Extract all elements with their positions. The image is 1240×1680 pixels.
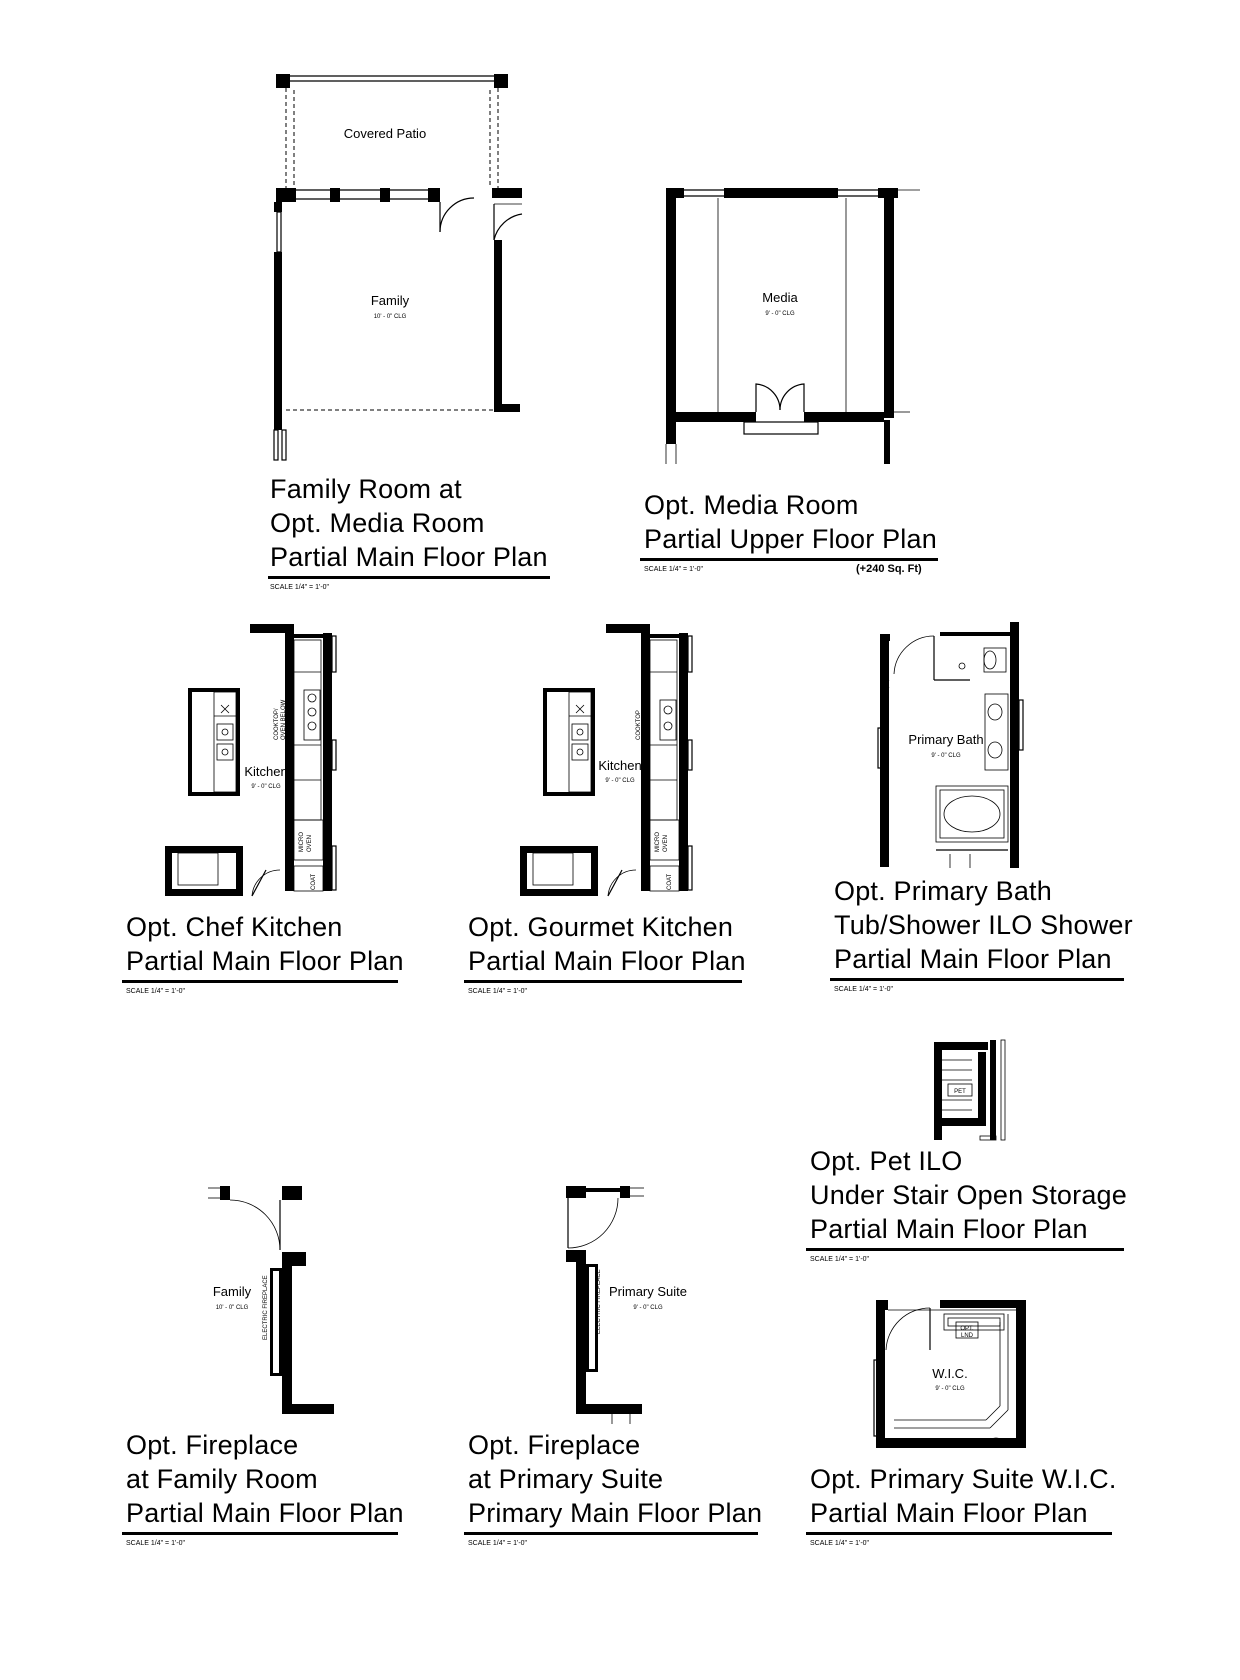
fireplace-label: ELECTRIC FIREPLACE <box>596 1269 602 1334</box>
caption-underline <box>806 1248 1124 1251</box>
caption-line: Opt. Media Room <box>644 490 859 520</box>
appliance-label: OVEN <box>307 834 313 852</box>
caption-line: Tub/Shower ILO Shower <box>834 910 1133 940</box>
scale-note: SCALE 1/4" = 1'-0" <box>468 1540 528 1547</box>
plan-gourmet-kitchen <box>520 624 692 896</box>
opt-label: LND <box>960 1333 974 1339</box>
patio-post <box>276 74 290 88</box>
caption-line: Partial Upper Floor Plan <box>644 524 937 554</box>
appliance-label: COOKTOP/ <box>274 708 280 740</box>
caption-line: Partial Main Floor Plan <box>810 1214 1088 1244</box>
caption-line: Opt. Fireplace <box>126 1430 299 1460</box>
plan-caption <box>126 910 404 978</box>
room-ceiling-height: 9' - 0" CLG <box>931 753 961 759</box>
scale-note: SCALE 1/4" = 1'-0" <box>834 986 894 993</box>
room-ceiling-height: 9' - 0" CLG <box>935 1386 965 1392</box>
plan-primary-wic <box>874 1300 1026 1448</box>
appliance-label: MICRO <box>655 832 661 852</box>
caption-underline <box>640 558 938 561</box>
room-ceiling-height: 9' - 0" CLG <box>251 784 281 790</box>
caption-line: Opt. Primary Suite W.I.C. <box>810 1464 1117 1494</box>
room-label-primary-suite: Primary Suite <box>608 1284 688 1299</box>
room-label-kitchen: Kitchen <box>244 764 288 779</box>
room-label-media: Media <box>762 290 798 305</box>
room-ceiling-height: 10' - 0" CLG <box>373 314 407 320</box>
caption-underline <box>122 980 398 983</box>
appliance-label: OVEN BELOW <box>281 699 287 740</box>
closet-label: COAT <box>667 873 673 890</box>
caption-underline <box>122 1532 398 1535</box>
caption-line: Partial Main Floor Plan <box>270 542 548 572</box>
plan-caption <box>270 472 548 574</box>
caption-line: Opt. Fireplace <box>468 1430 641 1460</box>
caption-line: Under Stair Open Storage <box>810 1180 1127 1210</box>
room-ceiling-height: 10' - 0" CLG <box>215 1305 249 1311</box>
caption-underline <box>464 1532 758 1535</box>
room-label-primary-bath: Primary Bath <box>908 732 984 747</box>
caption-line: Opt. Gourmet Kitchen <box>468 912 734 942</box>
plan-primary-bath <box>878 622 1023 868</box>
room-label-family: Family <box>370 293 410 308</box>
caption-line: Opt. Primary Bath <box>834 876 1052 906</box>
closet-label: COAT <box>311 873 317 890</box>
room-ceiling-height: 9' - 0" CLG <box>633 1305 663 1311</box>
plan-caption <box>468 1428 762 1530</box>
appliance-label: MICRO <box>299 832 305 852</box>
plan-chef-kitchen <box>165 624 336 896</box>
scale-note: SCALE 1/4" = 1'-0" <box>810 1256 870 1263</box>
caption-line: Opt. Media Room <box>270 508 485 538</box>
caption-line: Partial Main Floor Plan <box>126 1498 404 1528</box>
caption-underline <box>464 980 742 983</box>
appliance-label: OVEN <box>663 834 669 852</box>
plan-caption <box>810 1462 1117 1530</box>
plan-family-room-media <box>274 74 522 460</box>
caption-underline <box>806 1532 1112 1535</box>
room-label-pet: PET <box>954 1089 966 1095</box>
room-label-covered-patio: Covered Patio <box>343 126 427 141</box>
plan-fireplace-suite <box>566 1186 687 1424</box>
patio-post <box>494 74 508 88</box>
caption-underline <box>830 978 1124 981</box>
room-label-wic: W.I.C. <box>932 1366 968 1381</box>
scale-note: SCALE 1/4" = 1'-0" <box>126 1540 186 1547</box>
plan-media-room <box>666 188 920 464</box>
caption-line: Partial Main Floor Plan <box>126 946 404 976</box>
room-label-kitchen: Kitchen <box>598 758 642 773</box>
caption-line: Primary Main Floor Plan <box>468 1498 763 1528</box>
area-note: (+240 Sq. Ft) <box>856 563 922 575</box>
scale-note: SCALE 1/4" = 1'-0" <box>810 1540 870 1547</box>
caption-line: Family Room at <box>270 474 462 504</box>
caption-underline <box>268 576 550 579</box>
fireplace-label: ELECTRIC FIREPLACE <box>263 1275 269 1340</box>
caption-line: at Family Room <box>126 1464 318 1494</box>
caption-line: Partial Main Floor Plan <box>834 944 1112 974</box>
room-ceiling-height: 9' - 0" CLG <box>605 778 635 784</box>
caption-line: Partial Main Floor Plan <box>468 946 746 976</box>
plan-caption <box>810 1144 1127 1246</box>
caption-line: Opt. Pet ILO <box>810 1146 963 1176</box>
caption-line: at Primary Suite <box>468 1464 664 1494</box>
caption-line: Opt. Chef Kitchen <box>126 912 343 942</box>
room-label-family: Family <box>212 1284 252 1299</box>
plan-caption <box>468 910 746 978</box>
scale-note: SCALE 1/4" = 1'-0" <box>644 566 704 573</box>
room-ceiling-height: 9' - 0" CLG <box>765 311 795 317</box>
plan-fireplace-family <box>208 1186 334 1414</box>
plan-caption <box>644 488 937 556</box>
scale-note: SCALE 1/4" = 1'-0" <box>126 988 186 995</box>
plan-caption <box>126 1428 404 1530</box>
opt-label: OPT. <box>960 1326 974 1332</box>
scale-note: SCALE 1/4" = 1'-0" <box>468 988 528 995</box>
appliance-label: COOKTOP <box>636 710 642 740</box>
plan-pet-ilo <box>934 1040 1005 1140</box>
scale-note: SCALE 1/4" = 1'-0" <box>270 584 330 591</box>
caption-line: Partial Main Floor Plan <box>810 1498 1088 1528</box>
plan-caption <box>834 874 1133 976</box>
